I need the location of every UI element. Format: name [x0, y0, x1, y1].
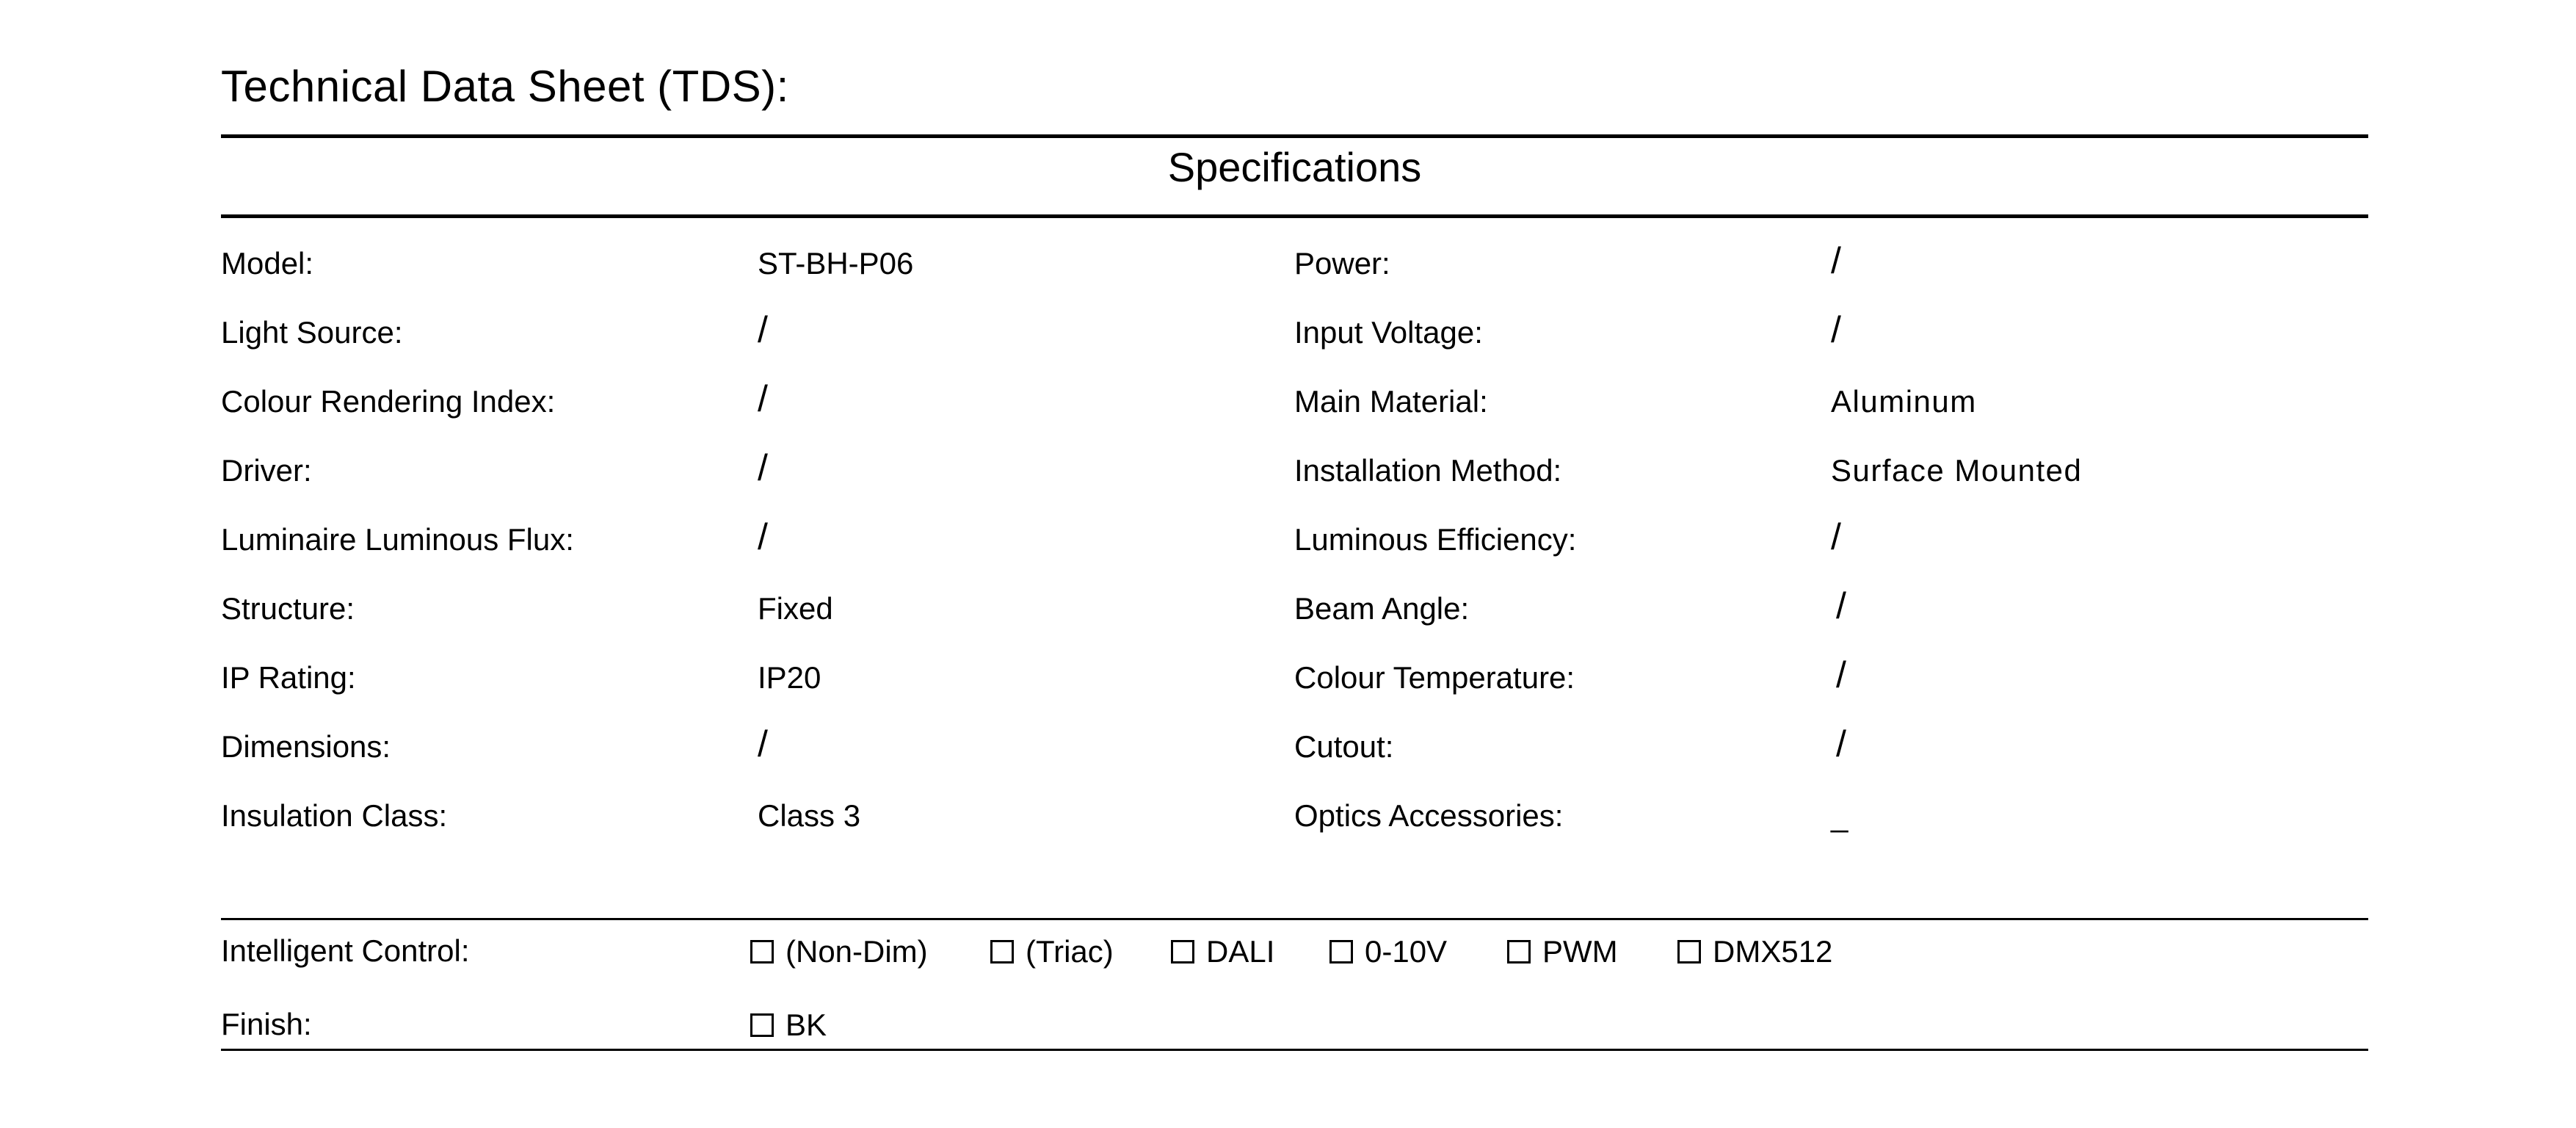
cri-label: Colour Rendering Index: — [221, 384, 556, 419]
spec-row — [221, 445, 2368, 514]
light-source-value: / — [758, 309, 768, 350]
beam-angle-value: / — [1836, 585, 1848, 626]
non-dim-option-label: (Non-Dim) — [786, 934, 928, 969]
intelligent-control-label: Intelligent Control: — [221, 933, 470, 968]
main-material-label: Main Material: — [1294, 384, 1488, 419]
bk-option[interactable] — [750, 1003, 827, 1047]
main-material-value: Aluminum — [1831, 384, 1977, 419]
dmx512-checkbox[interactable] — [1677, 940, 1701, 964]
dali-checkbox[interactable] — [1171, 940, 1194, 964]
structure-value: Fixed — [758, 591, 833, 626]
colour-temperature-label: Colour Temperature: — [1294, 660, 1575, 695]
luminous-efficiency-label: Luminous Efficiency: — [1294, 522, 1577, 557]
pwm-option-label: PWM — [1542, 934, 1618, 969]
zero-ten-v-checkbox[interactable] — [1329, 940, 1353, 964]
finish-row — [221, 1003, 2368, 1047]
power-label: Power: — [1294, 246, 1390, 281]
dimensions-value: / — [758, 723, 768, 764]
heading-divider — [221, 214, 2368, 218]
dmx512-option-label: DMX512 — [1713, 934, 1833, 969]
driver-value: / — [758, 447, 768, 488]
document-title: Technical Data Sheet (TDS): — [221, 62, 789, 111]
dali-option-label: DALI — [1206, 934, 1275, 969]
triac-option-label: (Triac) — [1026, 934, 1114, 969]
luminous-efficiency-value: / — [1831, 516, 1843, 557]
triac-checkbox[interactable] — [990, 940, 1014, 964]
intelligent-control-row — [221, 930, 2368, 974]
beam-angle-label: Beam Angle: — [1294, 591, 1470, 626]
cri-value: / — [758, 378, 768, 419]
spec-row — [221, 790, 2368, 859]
finish-label: Finish: — [221, 1007, 312, 1041]
driver-label: Driver: — [221, 453, 312, 488]
structure-label: Structure: — [221, 591, 355, 626]
dimensions-label: Dimensions: — [221, 729, 391, 764]
triac-option[interactable] — [990, 930, 1114, 974]
light-source-label: Light Source: — [221, 315, 403, 350]
spec-row — [221, 514, 2368, 583]
dmx512-option[interactable] — [1677, 930, 1832, 974]
bk-option-label: BK — [786, 1008, 827, 1042]
spec-row — [221, 721, 2368, 790]
input-voltage-value: / — [1831, 309, 1843, 350]
zero-ten-v-option-label: 0-10V — [1365, 934, 1448, 969]
options-top-divider — [221, 918, 2368, 920]
model-label: Model: — [221, 246, 314, 281]
options-bottom-divider — [221, 1049, 2368, 1051]
ip-rating-label: IP Rating: — [221, 660, 356, 695]
spec-row — [221, 583, 2368, 652]
power-value: / — [1831, 240, 1843, 281]
colour-temperature-value: / — [1836, 654, 1848, 695]
cutout-label: Cutout: — [1294, 729, 1394, 764]
spec-row — [221, 652, 2368, 721]
dali-option[interactable] — [1171, 930, 1274, 974]
optics-accessories-label: Optics Accessories: — [1294, 798, 1564, 833]
bk-checkbox[interactable] — [750, 1013, 774, 1037]
installation-method-label: Installation Method: — [1294, 453, 1562, 488]
specifications-heading: Specifications — [1167, 144, 1422, 190]
optics-accessories-value: _ — [1831, 798, 1849, 833]
title-divider — [221, 134, 2368, 138]
luminous-flux-value: / — [758, 516, 768, 557]
zero-ten-v-option[interactable] — [1329, 930, 1447, 974]
pwm-checkbox[interactable] — [1507, 940, 1531, 964]
spec-row — [221, 376, 2368, 445]
model-value: ST-BH-P06 — [758, 246, 914, 281]
insulation-class-value: Class 3 — [758, 798, 861, 833]
ip-rating-value: IP20 — [758, 660, 821, 695]
spec-row — [221, 307, 2368, 376]
spec-row — [221, 238, 2368, 307]
cutout-value: / — [1836, 723, 1848, 764]
non-dim-option[interactable] — [750, 930, 928, 974]
input-voltage-label: Input Voltage: — [1294, 315, 1483, 350]
luminous-flux-label: Luminaire Luminous Flux: — [221, 522, 574, 557]
insulation-class-label: Insulation Class: — [221, 798, 448, 833]
pwm-option[interactable] — [1507, 930, 1618, 974]
installation-method-value: Surface Mounted — [1831, 453, 2083, 488]
specifications-table — [221, 238, 2368, 859]
non-dim-checkbox[interactable] — [750, 940, 774, 964]
